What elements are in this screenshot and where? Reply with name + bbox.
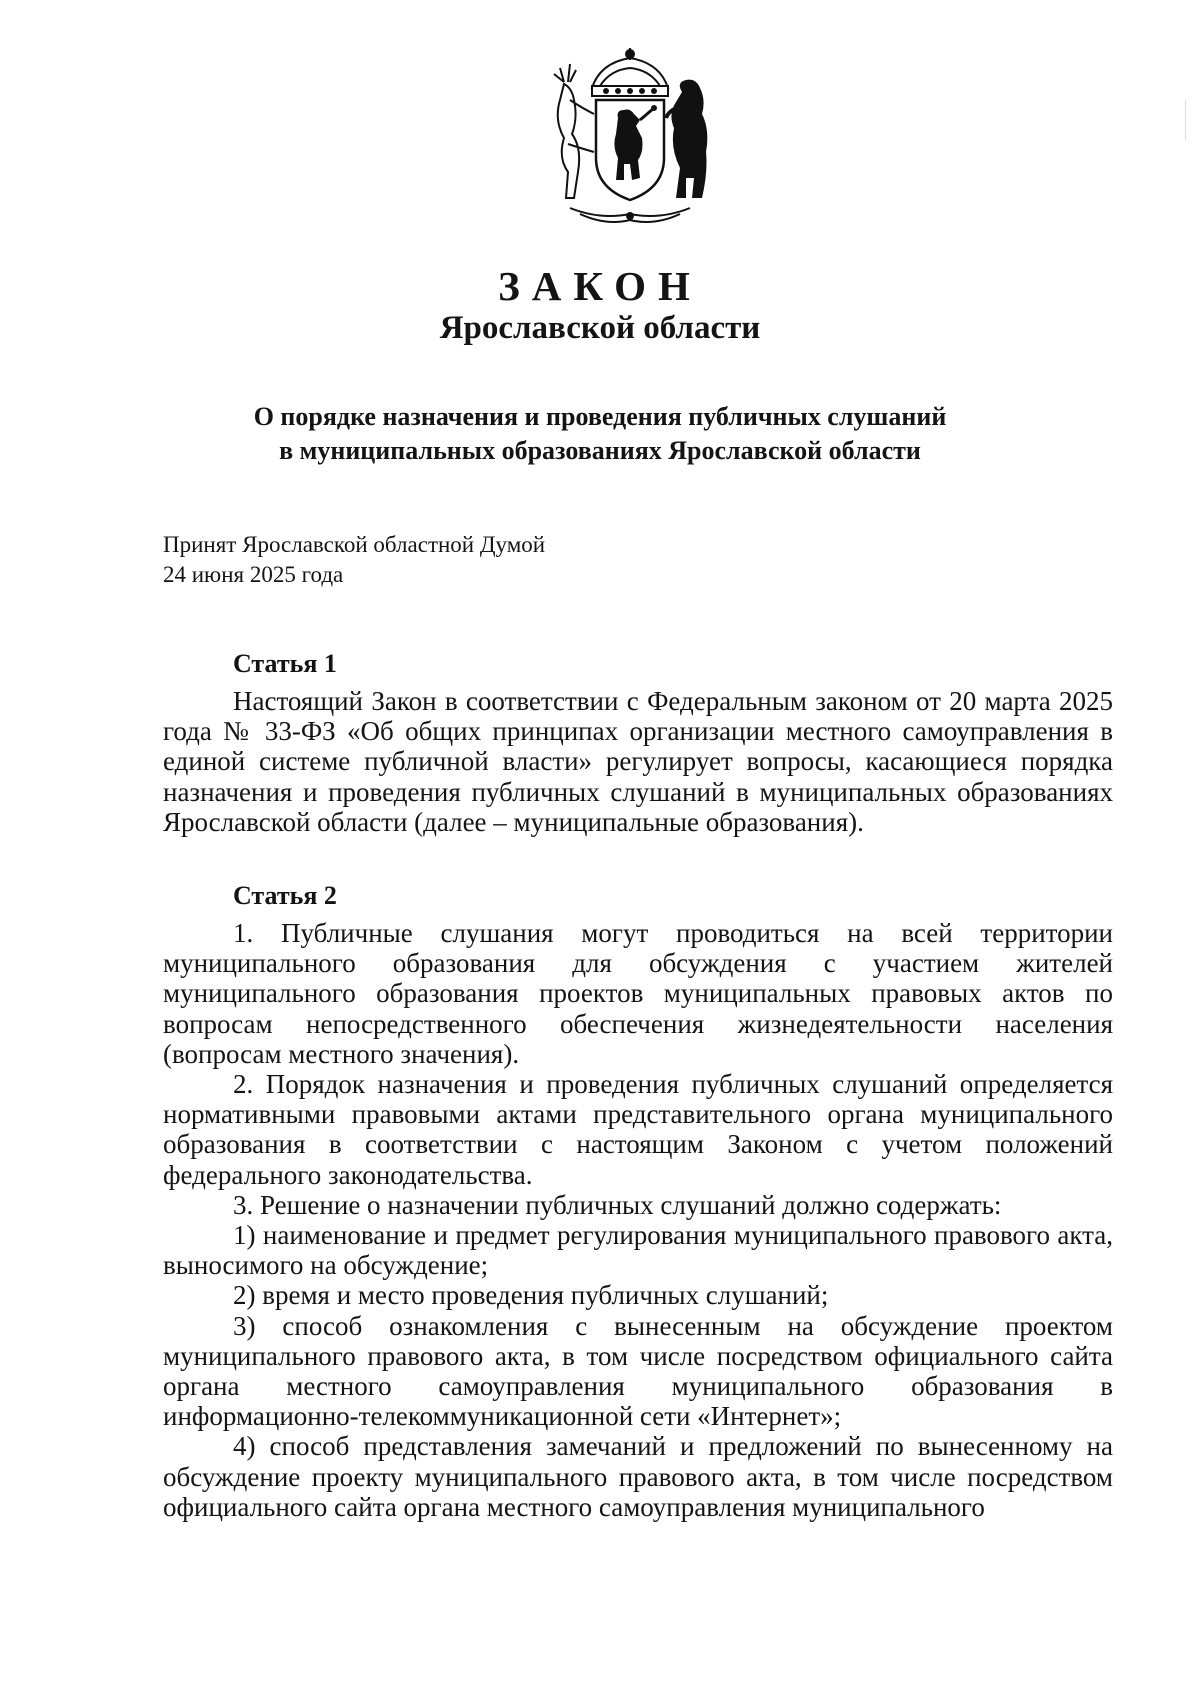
article-1-paragraph-1: Настоящий Закон в соответствии с Федеральным законом от 20 марта 2025 года № 33-ФЗ «Об общих принципах организации местного самоуправления в единой системе публичной власти» регулирует вопросы, касающиеся порядка назначения и проведения публичных слушаний в муниципальных образованиях Ярославской области (далее – муниципальные образования). bbox=[163, 686, 1113, 837]
article-2-paragraph-5: 2) время и место проведения публичных слушаний; bbox=[233, 1280, 829, 1311]
adoption-body: Принят Ярославской областной Думой bbox=[163, 532, 546, 557]
article-1-title: Статья 1 bbox=[233, 649, 337, 678]
article-2-paragraph-6: 3) способ ознакомления с вынесенным на обсуждение проектом муниципального правового акта, в том числе посредством официального сайта органа местного самоуправления муниципального образования в информационно-телекоммуникационной сети «Интернет»; bbox=[163, 1310, 1113, 1432]
scan-artifact bbox=[1185, 100, 1186, 140]
deer-icon bbox=[554, 64, 594, 198]
adoption-note bbox=[163, 530, 545, 590]
bear-supporter-icon bbox=[666, 80, 707, 198]
article-2-paragraph-1: 1. Публичные слушания могут проводиться на всей территории муниципального образования для обсуждения с участием жителей муниципального образования проектов муниципальных правовых актов по вопросам непосредственного обеспечения жизнедеятельности населения (вопросам местного значения). bbox=[163, 918, 1113, 1069]
adoption-date: 24 июня 2025 года bbox=[163, 562, 344, 587]
ribbon-icon bbox=[570, 208, 690, 222]
document-heading-line-1: О порядке назначения и проведения публичных слушаний bbox=[253, 402, 947, 431]
coat-of-arms-icon bbox=[530, 48, 730, 228]
article-1-body bbox=[163, 686, 1113, 837]
article-2-paragraph-2: 2. Порядок назначения и проведения публичных слушаний определяется нормативными правовыми актами представительного органа муниципального образования в соответствии с настоящим Законом с учетом положений федерального законодательства. bbox=[163, 1069, 1113, 1190]
shield-icon bbox=[596, 100, 664, 200]
law-title: ЗАКОН bbox=[498, 263, 702, 309]
article-2-paragraph-4: 1) наименование и предмет регулирования муниципального правового акта, выносимого на обсуждение; bbox=[163, 1220, 1113, 1281]
crown-icon bbox=[592, 48, 668, 96]
law-subtitle: Ярославской области bbox=[439, 310, 761, 346]
article-2-paragraph-7: 4) способ представления замечаний и предложений по вынесенному на обсуждение проекту муниципального правового акта, в том числе посредством официального сайта органа местного самоуправления муниципального bbox=[163, 1431, 1113, 1522]
article-2-title: Статья 2 bbox=[233, 881, 337, 910]
document-heading-line-2: в муниципальных образованиях Ярославской области bbox=[279, 436, 921, 465]
article-2-body bbox=[163, 918, 1113, 1522]
document-heading bbox=[0, 400, 1200, 468]
article-2-paragraph-3: 3. Решение о назначении публичных слушаний должно содержать: bbox=[233, 1189, 1002, 1220]
